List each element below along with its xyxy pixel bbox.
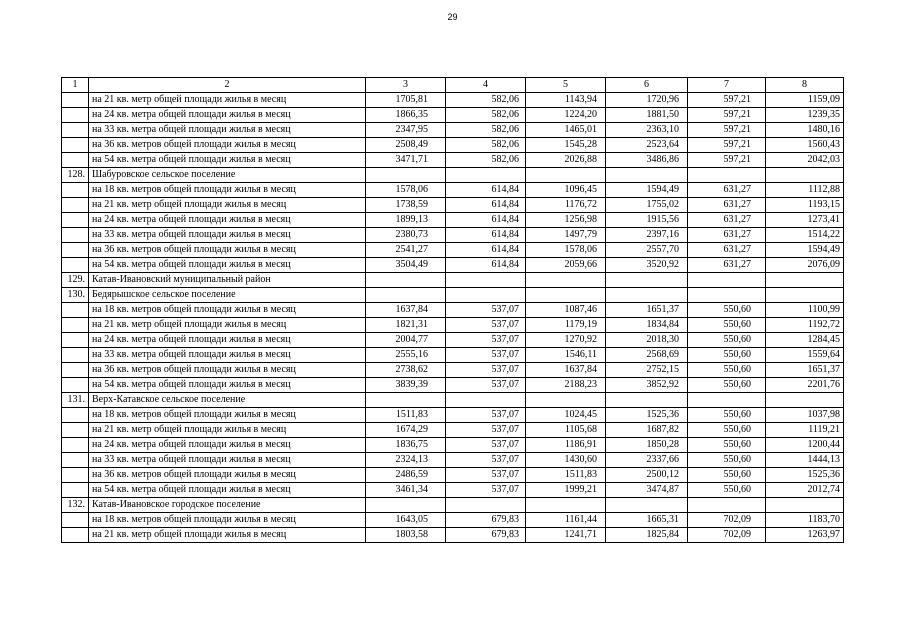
row-number-cell [62, 453, 89, 468]
value-cell-col-4: 614,84 [446, 183, 526, 198]
table-row [62, 153, 844, 168]
section-row [62, 498, 844, 513]
value-cell-col-5: 1087,46 [526, 303, 606, 318]
row-number-cell [62, 318, 89, 333]
value-cell-col-8: 1037,98 [766, 408, 844, 423]
row-number-cell [62, 483, 89, 498]
value-cell-col-7: 597,21 [688, 153, 766, 168]
row-number-cell [62, 123, 89, 138]
norm-description-cell: на 21 кв. метр общей площади жилья в месяц [89, 423, 366, 438]
value-cell-col-8: 1100,99 [766, 303, 844, 318]
value-cell-col-6: 1525,36 [606, 408, 688, 423]
value-cell-col-5: 1545,28 [526, 138, 606, 153]
value-cell-col-7: 631,27 [688, 243, 766, 258]
table-row [62, 483, 844, 498]
value-cell-col-4: 537,07 [446, 303, 526, 318]
settlement-name-cell: Бедярышское сельское поселение [89, 288, 366, 303]
row-number-cell [62, 408, 89, 423]
value-cell-col-5: 1241,71 [526, 528, 606, 543]
value-cell-col-4: 582,06 [446, 123, 526, 138]
value-cell-col-5: 1186,91 [526, 438, 606, 453]
norm-description-cell: на 36 кв. метров общей площади жилья в месяц [89, 468, 366, 483]
value-cell-col-7: 597,21 [688, 123, 766, 138]
value-cell-col-4: 582,06 [446, 108, 526, 123]
header-cell-6: 6 [606, 78, 688, 93]
value-cell-col-8: 1560,43 [766, 138, 844, 153]
norm-description-cell: на 36 кв. метров общей площади жилья в месяц [89, 243, 366, 258]
value-cell-col-5: 1096,45 [526, 183, 606, 198]
value-cell-col-3: 3471,71 [366, 153, 446, 168]
value-cell-col-7: 550,60 [688, 423, 766, 438]
value-cell-col-3: 2508,49 [366, 138, 446, 153]
value-cell-col-8: 1200,44 [766, 438, 844, 453]
row-number-cell [62, 423, 89, 438]
value-cell-col-3 [366, 273, 446, 288]
value-cell-col-7 [688, 393, 766, 408]
value-cell-col-8: 1284,45 [766, 333, 844, 348]
value-cell-col-6: 3486,86 [606, 153, 688, 168]
value-cell-col-4: 582,06 [446, 93, 526, 108]
table-row [62, 363, 844, 378]
value-cell-col-7: 550,60 [688, 408, 766, 423]
norm-description-cell: на 24 кв. метра общей площади жилья в месяц [89, 213, 366, 228]
value-cell-col-3: 2555,16 [366, 348, 446, 363]
table-row [62, 423, 844, 438]
settlement-name-cell: Катав-Ивановское городское поселение [89, 498, 366, 513]
value-cell-col-6: 1594,49 [606, 183, 688, 198]
value-cell-col-8: 1444,13 [766, 453, 844, 468]
row-number-cell [62, 243, 89, 258]
value-cell-col-8 [766, 168, 844, 183]
value-cell-col-8: 1594,49 [766, 243, 844, 258]
value-cell-col-5: 1999,21 [526, 483, 606, 498]
value-cell-col-6: 1825,84 [606, 528, 688, 543]
row-number-cell: 130. [62, 288, 89, 303]
value-cell-col-7 [688, 273, 766, 288]
value-cell-col-4: 537,07 [446, 438, 526, 453]
row-number-cell: 128. [62, 168, 89, 183]
value-cell-col-6: 3852,92 [606, 378, 688, 393]
norm-description-cell: на 21 кв. метр общей площади жилья в месяц [89, 318, 366, 333]
header-cell-8: 8 [766, 78, 844, 93]
table-row [62, 93, 844, 108]
value-cell-col-4: 537,07 [446, 483, 526, 498]
section-row [62, 168, 844, 183]
table-row [62, 198, 844, 213]
value-cell-col-8 [766, 273, 844, 288]
value-cell-col-8: 1119,21 [766, 423, 844, 438]
value-cell-col-5: 1161,44 [526, 513, 606, 528]
value-cell-col-3: 2324,13 [366, 453, 446, 468]
table-row [62, 258, 844, 273]
value-cell-col-6: 2523,64 [606, 138, 688, 153]
value-cell-col-5: 1176,72 [526, 198, 606, 213]
norm-description-cell: на 33 кв. метра общей площади жилья в месяц [89, 348, 366, 363]
value-cell-col-4: 614,84 [446, 228, 526, 243]
value-cell-col-8: 1239,35 [766, 108, 844, 123]
norm-description-cell: на 33 кв. метра общей площади жилья в месяц [89, 228, 366, 243]
table-row [62, 183, 844, 198]
value-cell-col-4: 537,07 [446, 318, 526, 333]
page-number: 29 [447, 12, 458, 22]
value-cell-col-3: 3461,34 [366, 483, 446, 498]
value-cell-col-4: 537,07 [446, 378, 526, 393]
value-cell-col-6: 1915,56 [606, 213, 688, 228]
value-cell-col-4: 537,07 [446, 423, 526, 438]
row-number-cell [62, 333, 89, 348]
norm-description-cell: на 54 кв. метра общей площади жилья в месяц [89, 483, 366, 498]
value-cell-col-3: 1821,31 [366, 318, 446, 333]
value-cell-col-3: 1643,05 [366, 513, 446, 528]
value-cell-col-6: 1651,37 [606, 303, 688, 318]
value-cell-col-6: 1834,84 [606, 318, 688, 333]
value-cell-col-3: 2738,62 [366, 363, 446, 378]
norm-description-cell: на 18 кв. метров общей площади жилья в месяц [89, 513, 366, 528]
value-cell-col-4: 679,83 [446, 513, 526, 528]
value-cell-col-5: 1179,19 [526, 318, 606, 333]
value-cell-col-7: 597,21 [688, 108, 766, 123]
table-row [62, 378, 844, 393]
tariff-table [61, 77, 844, 543]
row-number-cell: 129. [62, 273, 89, 288]
section-row [62, 273, 844, 288]
value-cell-col-8 [766, 288, 844, 303]
value-cell-col-6: 2557,70 [606, 243, 688, 258]
table-row [62, 333, 844, 348]
value-cell-col-4: 614,84 [446, 243, 526, 258]
row-number-cell [62, 528, 89, 543]
value-cell-col-4: 614,84 [446, 198, 526, 213]
value-cell-col-3: 3504,49 [366, 258, 446, 273]
value-cell-col-7: 550,60 [688, 438, 766, 453]
settlement-name-cell: Катав-Ивановский муниципальный район [89, 273, 366, 288]
value-cell-col-6: 2018,30 [606, 333, 688, 348]
row-number-cell [62, 303, 89, 318]
value-cell-col-6 [606, 168, 688, 183]
value-cell-col-8: 2201,76 [766, 378, 844, 393]
header-cell-7: 7 [688, 78, 766, 93]
value-cell-col-7: 550,60 [688, 363, 766, 378]
table-row [62, 408, 844, 423]
row-number-cell [62, 363, 89, 378]
value-cell-col-3: 1866,35 [366, 108, 446, 123]
value-cell-col-7: 550,60 [688, 348, 766, 363]
header-cell-2: 2 [89, 78, 366, 93]
value-cell-col-6: 1665,31 [606, 513, 688, 528]
value-cell-col-3: 2486,59 [366, 468, 446, 483]
value-cell-col-6 [606, 273, 688, 288]
value-cell-col-5: 1270,92 [526, 333, 606, 348]
value-cell-col-6 [606, 498, 688, 513]
table-body [62, 78, 844, 543]
value-cell-col-3: 1836,75 [366, 438, 446, 453]
table-row [62, 318, 844, 333]
value-cell-col-3: 1511,83 [366, 408, 446, 423]
value-cell-col-6: 2363,10 [606, 123, 688, 138]
row-number-cell [62, 138, 89, 153]
norm-description-cell: на 36 кв. метров общей площади жилья в месяц [89, 363, 366, 378]
row-number-cell [62, 258, 89, 273]
value-cell-col-4: 614,84 [446, 258, 526, 273]
value-cell-col-8: 1514,22 [766, 228, 844, 243]
value-cell-col-6: 1881,50 [606, 108, 688, 123]
value-cell-col-4: 582,06 [446, 138, 526, 153]
table-row [62, 453, 844, 468]
value-cell-col-8: 1480,16 [766, 123, 844, 138]
value-cell-col-3: 2004,77 [366, 333, 446, 348]
value-cell-col-5 [526, 288, 606, 303]
value-cell-col-5: 1637,84 [526, 363, 606, 378]
value-cell-col-6: 1720,96 [606, 93, 688, 108]
row-number-cell [62, 513, 89, 528]
value-cell-col-5: 1024,45 [526, 408, 606, 423]
value-cell-col-6: 1687,82 [606, 423, 688, 438]
row-number-cell [62, 93, 89, 108]
value-cell-col-6: 1850,28 [606, 438, 688, 453]
norm-description-cell: на 24 кв. метра общей площади жилья в месяц [89, 333, 366, 348]
table-row [62, 108, 844, 123]
value-cell-col-3: 2541,27 [366, 243, 446, 258]
value-cell-col-5: 1497,79 [526, 228, 606, 243]
value-cell-col-4: 537,07 [446, 453, 526, 468]
value-cell-col-5 [526, 168, 606, 183]
value-cell-col-7: 631,27 [688, 198, 766, 213]
value-cell-col-6: 3520,92 [606, 258, 688, 273]
value-cell-col-7 [688, 168, 766, 183]
value-cell-col-8: 1651,37 [766, 363, 844, 378]
value-cell-col-8: 1159,09 [766, 93, 844, 108]
value-cell-col-3: 2380,73 [366, 228, 446, 243]
value-cell-col-5: 1511,83 [526, 468, 606, 483]
settlement-name-cell: Верх-Катавское сельское поселение [89, 393, 366, 408]
value-cell-col-7: 631,27 [688, 228, 766, 243]
norm-description-cell: на 54 кв. метра общей площади жилья в месяц [89, 378, 366, 393]
value-cell-col-5: 1546,11 [526, 348, 606, 363]
value-cell-col-3 [366, 288, 446, 303]
value-cell-col-3: 1674,29 [366, 423, 446, 438]
value-cell-col-3: 1637,84 [366, 303, 446, 318]
settlement-name-cell: Шабуровское сельское поселение [89, 168, 366, 183]
table-row [62, 138, 844, 153]
value-cell-col-7: 550,60 [688, 303, 766, 318]
value-cell-col-7 [688, 288, 766, 303]
norm-description-cell: на 21 кв. метр общей площади жилья в месяц [89, 528, 366, 543]
value-cell-col-5 [526, 498, 606, 513]
value-cell-col-8: 1193,15 [766, 198, 844, 213]
row-number-cell [62, 183, 89, 198]
value-cell-col-8: 1559,64 [766, 348, 844, 363]
value-cell-col-7 [688, 498, 766, 513]
header-cell-3: 3 [366, 78, 446, 93]
value-cell-col-3: 2347,95 [366, 123, 446, 138]
row-number-cell [62, 198, 89, 213]
value-cell-col-5: 1143,94 [526, 93, 606, 108]
value-cell-col-5: 1105,68 [526, 423, 606, 438]
value-cell-col-7: 702,09 [688, 513, 766, 528]
norm-description-cell: на 24 кв. метра общей площади жилья в месяц [89, 438, 366, 453]
value-cell-col-6: 2500,12 [606, 468, 688, 483]
value-cell-col-3: 1705,81 [366, 93, 446, 108]
value-cell-col-8 [766, 393, 844, 408]
norm-description-cell: на 36 кв. метров общей площади жилья в месяц [89, 138, 366, 153]
value-cell-col-8: 1112,88 [766, 183, 844, 198]
value-cell-col-5: 2059,66 [526, 258, 606, 273]
value-cell-col-5: 1430,60 [526, 453, 606, 468]
header-cell-5: 5 [526, 78, 606, 93]
norm-description-cell: на 33 кв. метра общей площади жилья в месяц [89, 453, 366, 468]
value-cell-col-8: 1183,70 [766, 513, 844, 528]
table-row [62, 243, 844, 258]
norm-description-cell: на 18 кв. метров общей площади жилья в месяц [89, 303, 366, 318]
value-cell-col-8: 1192,72 [766, 318, 844, 333]
norm-description-cell: на 54 кв. метра общей площади жилья в месяц [89, 258, 366, 273]
row-number-cell [62, 438, 89, 453]
value-cell-col-4 [446, 273, 526, 288]
value-cell-col-7: 550,60 [688, 483, 766, 498]
value-cell-col-3: 1899,13 [366, 213, 446, 228]
value-cell-col-6: 2337,66 [606, 453, 688, 468]
header-cell-1: 1 [62, 78, 89, 93]
value-cell-col-4: 537,07 [446, 348, 526, 363]
value-cell-col-3: 1803,58 [366, 528, 446, 543]
row-number-cell [62, 213, 89, 228]
value-cell-col-5: 1224,20 [526, 108, 606, 123]
row-number-cell [62, 153, 89, 168]
value-cell-col-6: 1755,02 [606, 198, 688, 213]
value-cell-col-7: 597,21 [688, 93, 766, 108]
value-cell-col-4: 537,07 [446, 363, 526, 378]
row-number-cell [62, 348, 89, 363]
value-cell-col-4: 537,07 [446, 333, 526, 348]
table-row [62, 123, 844, 138]
value-cell-col-7: 550,60 [688, 318, 766, 333]
value-cell-col-7: 550,60 [688, 468, 766, 483]
value-cell-col-7: 702,09 [688, 528, 766, 543]
norm-description-cell: на 18 кв. метров общей площади жилья в месяц [89, 408, 366, 423]
value-cell-col-4 [446, 288, 526, 303]
value-cell-col-4: 537,07 [446, 408, 526, 423]
norm-description-cell: на 33 кв. метра общей площади жилья в месяц [89, 123, 366, 138]
section-row [62, 393, 844, 408]
value-cell-col-4 [446, 168, 526, 183]
value-cell-col-8: 2076,09 [766, 258, 844, 273]
value-cell-col-7: 550,60 [688, 453, 766, 468]
value-cell-col-6: 2397,16 [606, 228, 688, 243]
row-number-cell: 132. [62, 498, 89, 513]
value-cell-col-3 [366, 393, 446, 408]
value-cell-col-5 [526, 273, 606, 288]
value-cell-col-3 [366, 168, 446, 183]
value-cell-col-3: 1738,59 [366, 198, 446, 213]
value-cell-col-6 [606, 393, 688, 408]
row-number-cell [62, 468, 89, 483]
table-row [62, 228, 844, 243]
value-cell-col-4 [446, 393, 526, 408]
value-cell-col-6: 3474,87 [606, 483, 688, 498]
table-row [62, 348, 844, 363]
value-cell-col-8 [766, 498, 844, 513]
value-cell-col-7: 631,27 [688, 258, 766, 273]
value-cell-col-8: 1525,36 [766, 468, 844, 483]
norm-description-cell: на 21 кв. метр общей площади жилья в месяц [89, 198, 366, 213]
value-cell-col-7: 550,60 [688, 333, 766, 348]
value-cell-col-3: 3839,39 [366, 378, 446, 393]
table-row [62, 513, 844, 528]
value-cell-col-6: 2752,15 [606, 363, 688, 378]
value-cell-col-4: 679,83 [446, 528, 526, 543]
value-cell-col-7: 550,60 [688, 378, 766, 393]
table-row [62, 468, 844, 483]
value-cell-col-5: 1578,06 [526, 243, 606, 258]
value-cell-col-5 [526, 393, 606, 408]
table-row [62, 213, 844, 228]
value-cell-col-8: 2042,03 [766, 153, 844, 168]
value-cell-col-7: 631,27 [688, 213, 766, 228]
value-cell-col-6: 2568,69 [606, 348, 688, 363]
value-cell-col-6 [606, 288, 688, 303]
header-cell-4: 4 [446, 78, 526, 93]
table-row [62, 528, 844, 543]
norm-description-cell: на 21 кв. метр общей площади жилья в месяц [89, 93, 366, 108]
value-cell-col-7: 631,27 [688, 183, 766, 198]
norm-description-cell: на 24 кв. метра общей площади жилья в месяц [89, 108, 366, 123]
norm-description-cell: на 18 кв. метров общей площади жилья в месяц [89, 183, 366, 198]
value-cell-col-3: 1578,06 [366, 183, 446, 198]
header-row [62, 78, 844, 93]
value-cell-col-4: 614,84 [446, 213, 526, 228]
value-cell-col-4: 537,07 [446, 468, 526, 483]
row-number-cell [62, 228, 89, 243]
value-cell-col-7: 597,21 [688, 138, 766, 153]
value-cell-col-4 [446, 498, 526, 513]
value-cell-col-8: 2012,74 [766, 483, 844, 498]
table-row [62, 438, 844, 453]
value-cell-col-5: 2026,88 [526, 153, 606, 168]
value-cell-col-3 [366, 498, 446, 513]
row-number-cell: 131. [62, 393, 89, 408]
section-row [62, 288, 844, 303]
value-cell-col-8: 1273,41 [766, 213, 844, 228]
value-cell-col-5: 1465,01 [526, 123, 606, 138]
value-cell-col-4: 582,06 [446, 153, 526, 168]
value-cell-col-8: 1263,97 [766, 528, 844, 543]
value-cell-col-5: 1256,98 [526, 213, 606, 228]
row-number-cell [62, 378, 89, 393]
norm-description-cell: на 54 кв. метра общей площади жилья в месяц [89, 153, 366, 168]
value-cell-col-5: 2188,23 [526, 378, 606, 393]
row-number-cell [62, 108, 89, 123]
table-row [62, 303, 844, 318]
